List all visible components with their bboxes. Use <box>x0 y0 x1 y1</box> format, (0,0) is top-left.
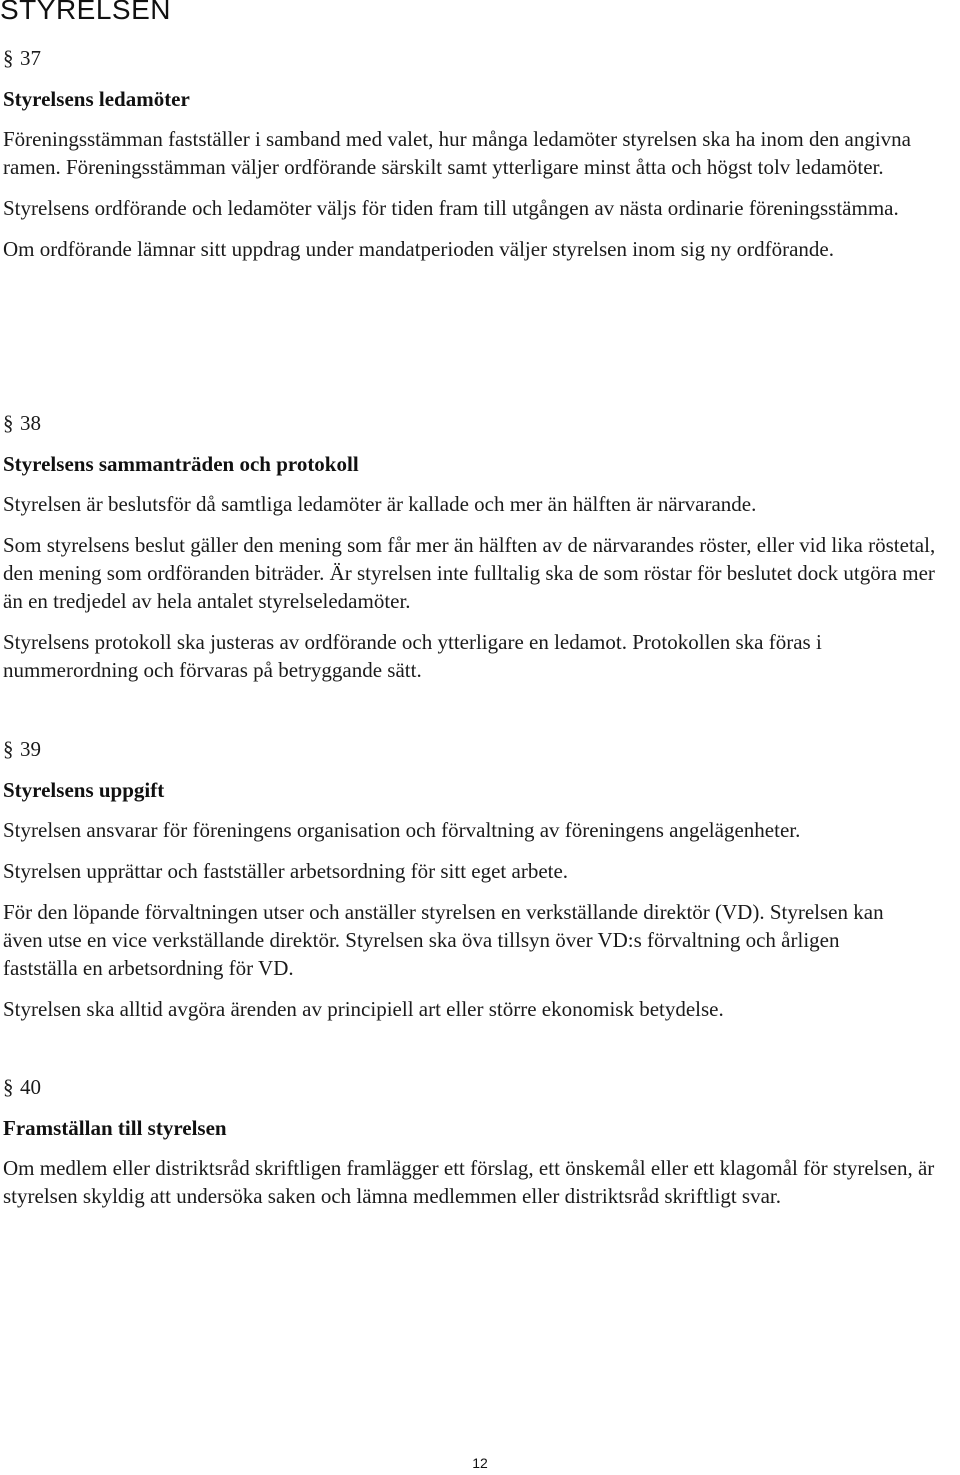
section-title: Styrelsens ledamöter <box>3 87 190 111</box>
section-paragraph: Som styrelsens beslut gäller den mening som får mer än hälften av de närvarandes röster, eller vid lika röstetal, den mening som ordföranden biträder. Är styrelsen inte fulltalig ska de som röstar för beslutet dock utgöra mer än en tredjedel av hela antalet styrelseledamöter. <box>3 533 936 613</box>
section-paragraph: Föreningsstämman fastställer i samband med valet, hur många ledamöter styrelsen ska ha inom den angivna ramen. Föreningsstämman väljer ordförande särskilt samt ytterligare minst åtta och högst tolv ledamöter. <box>3 127 912 179</box>
section-paragraph: Styrelsens protokoll ska justeras av ordförande och ytterligare en ledamot. Protokollen ska föras i nummerordning och förvaras på betryggande sätt. <box>3 630 822 682</box>
section-title: Styrelsens uppgift <box>3 778 165 802</box>
section-number <box>3 44 953 72</box>
section-sign-icon: § <box>3 411 14 435</box>
section-38 <box>3 409 953 697</box>
section-number <box>3 409 953 437</box>
section-paragraph: Styrelsen ansvarar för föreningens organisation och förvaltning av föreningens angelägenheter. <box>3 818 801 842</box>
section-sign-icon: § <box>3 46 14 70</box>
section-sign-icon: § <box>3 737 14 761</box>
section-number <box>3 735 953 763</box>
section-number-value: 37 <box>20 46 41 70</box>
section-39 <box>3 735 953 1036</box>
section-37 <box>3 44 953 276</box>
section-paragraph: Om medlem eller distriktsråd skriftligen framlägger ett förslag, ett önskemål eller ett klagomål för styrelsen, är styrelsen skyldig att undersöka saken och lämna medlemmen eller distriktsråd skriftligt svar. <box>3 1156 935 1208</box>
section-paragraph: Styrelsen ska alltid avgöra ärenden av principiell art eller större ekonomisk betydelse. <box>3 997 724 1021</box>
section-number-value: 40 <box>20 1075 41 1099</box>
section-number <box>3 1073 953 1101</box>
section-paragraph: Styrelsen upprättar och fastställer arbetsordning för sitt eget arbete. <box>3 859 569 883</box>
section-paragraph: För den löpande förvaltningen utser och anställer styrelsen en verkställande direktör (VD). Styrelsen kan även utse en vice verkställande direktör. Styrelsen ska öva tillsyn över VD:s förvaltning och årligen fastställa en arbetsordning för VD. <box>3 900 884 980</box>
section-title: Styrelsens sammanträden och protokoll <box>3 452 359 476</box>
section-paragraph: Styrelsen är beslutsför då samtliga ledamöter är kallade och mer än hälften är närvarande. <box>3 492 757 516</box>
section-paragraph: Om ordförande lämnar sitt uppdrag under mandatperioden väljer styrelsen inom sig ny ordförande. <box>3 237 835 261</box>
section-number-value: 39 <box>20 737 41 761</box>
chapter-title: STYRELSEN <box>0 0 171 25</box>
section-paragraph: Styrelsens ordförande och ledamöter väljs för tiden fram till utgången av nästa ordinarie föreningsstämma. <box>3 196 899 220</box>
section-number-value: 38 <box>20 411 41 435</box>
section-title: Framställan till styrelsen <box>3 1116 227 1140</box>
section-40 <box>3 1073 953 1223</box>
page-number: 12 <box>472 1455 488 1471</box>
section-sign-icon: § <box>3 1075 14 1099</box>
